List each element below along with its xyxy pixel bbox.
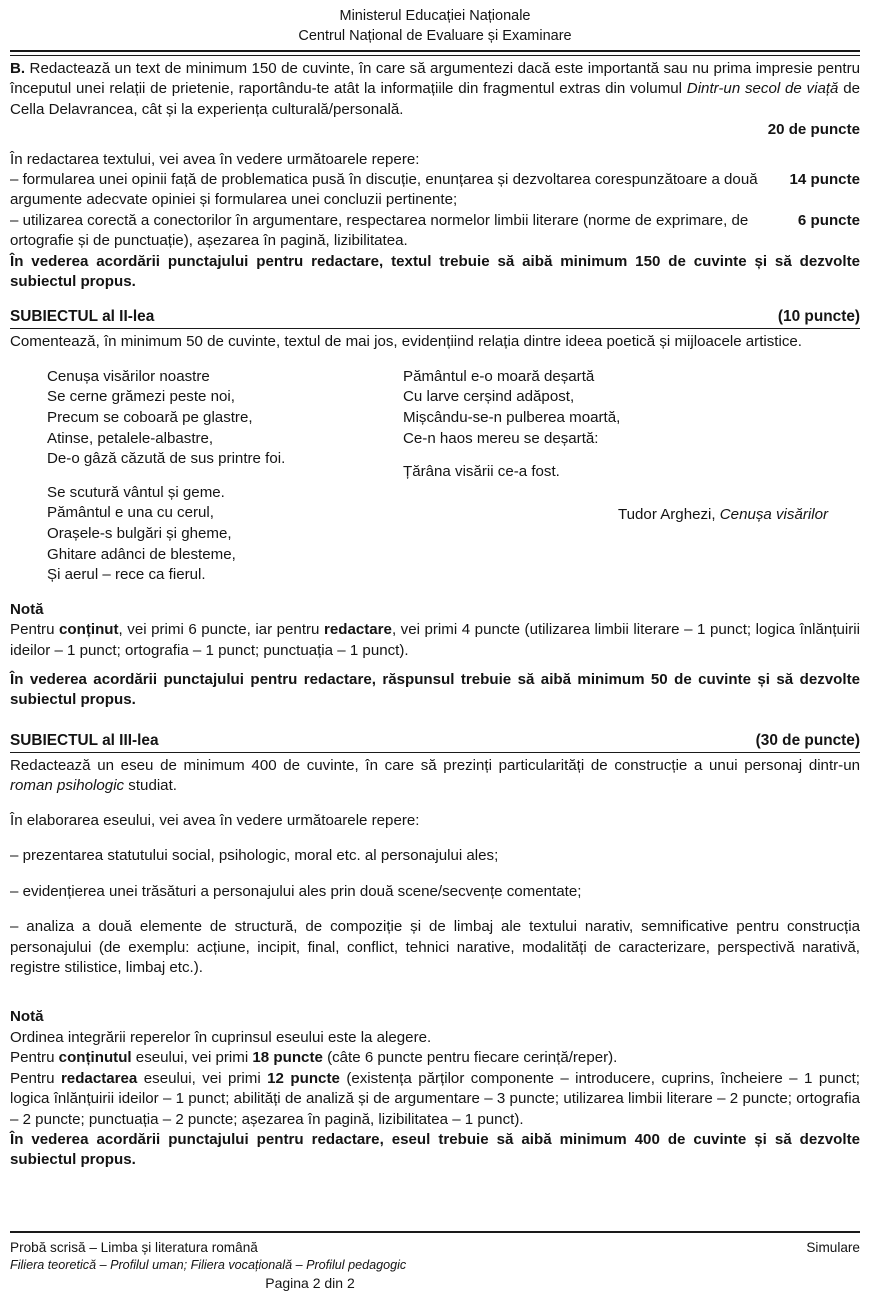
header-center-line: Centrul Național de Evaluare și Examinare — [298, 28, 572, 44]
subject-three-closing-note: În vederea acordării punctajului pentru redactare, eseul trebuie să aibă minimum 400 de cuvinte și să dezvolte subiectul propus. — [10, 1130, 860, 1169]
item-b-criteria-intro: În redactarea textului, vei avea în vedere următoarele repere: — [10, 150, 420, 168]
subject-two-note-label: Notă — [10, 600, 44, 618]
note3-text-3: (câte 6 puncte pentru fiecare cerință/reper). — [322, 1049, 618, 1067]
poem-line: Se scutură vântul și geme. — [47, 483, 225, 501]
criterion-1-text: – formularea unei opinii față de problematica pusă în discuție, enunțarea și dezvoltarea corespunzătoare a două argumente adecvate opiniei și formularea unei concluzii pertinente; — [10, 171, 758, 209]
footer-main-row — [10, 1239, 860, 1257]
note3-bold-12-puncte: 12 puncte — [267, 1069, 340, 1087]
poem-line: Cenușa visărilor noastre — [47, 367, 210, 385]
subject-three-criterion-1: – prezentarea statutului social, psihologic, moral etc. al personajului ales; — [10, 847, 499, 865]
subject-two-points: (10 puncte) — [777, 308, 860, 326]
subject-three-heading — [10, 730, 860, 751]
poem-line: Pământul e-o moară deșartă — [403, 367, 595, 385]
stanza-gap — [403, 449, 860, 462]
criterion-2-points: 6 puncte — [797, 211, 860, 229]
poem-line: Ce-n haos mereu se deșartă: — [403, 429, 599, 447]
footer-divider — [10, 1231, 860, 1233]
note-bold-continut: conținut — [59, 621, 119, 639]
document-header — [10, 0, 860, 46]
note-text-1: Pentru — [10, 621, 60, 639]
subject-three-divider — [10, 752, 860, 753]
subject-three-note-line-3 — [10, 1069, 860, 1130]
note-bold-redactare: redactare — [323, 621, 392, 639]
spacer — [10, 586, 860, 600]
subject-three-note-line-2 — [10, 1048, 860, 1068]
item-b-criterion-2 — [10, 211, 860, 252]
note3-bold-continutul: conținutul — [58, 1049, 132, 1067]
subject-one-b-paragraph — [10, 59, 860, 120]
poem-line: Pământul e una cu cerul, — [47, 504, 214, 522]
spacer — [10, 711, 860, 730]
requirement-genre-italic: roman psihologic — [10, 777, 125, 795]
criterion-1-points: 14 puncte — [789, 171, 860, 189]
subject-two-note-text — [10, 620, 860, 661]
poem-line: Țărâna visării ce-a fost. — [403, 463, 560, 481]
poem-line: Se cerne grămezi peste noi, — [47, 388, 235, 406]
subject-three-note-label: Notă — [10, 1008, 44, 1026]
note3-bold-18-puncte: 18 puncte — [252, 1049, 323, 1067]
spacer — [10, 993, 860, 1007]
poem-line: Precum se coboară pe glastre, — [47, 409, 253, 427]
header-ministry-line: Ministerul Educației Naționale — [339, 8, 531, 24]
spacer — [10, 353, 860, 367]
spacer — [10, 292, 860, 306]
subject-two-requirement: Comentează, în minimum 50 de cuvinte, textul de mai jos, evidențiind relația dintre ideea poetică și mijloacele artistice. — [10, 333, 802, 351]
page-footer — [10, 1231, 860, 1293]
poem-author: Tudor Arghezi, — [617, 505, 720, 523]
poem-line: Atinse, petalele-albastre, — [47, 429, 214, 447]
poem-right-column — [388, 367, 860, 526]
poem-line: De-o gâză căzută de sus printre foi. — [47, 450, 286, 468]
poem-title: Cenușa visărilor — [719, 505, 828, 523]
poem-line: Și aerul – rece ca fierul. — [47, 566, 206, 584]
spacer — [10, 797, 860, 811]
subject-two-divider — [10, 328, 860, 329]
footer-session: Simulare — [806, 1240, 860, 1255]
item-b-criterion-1 — [10, 170, 860, 211]
spacer — [10, 661, 860, 670]
criterion-2-text: – utilizarea corectă a conectorilor în argumentare, respectarea normelor limbii literare (norme de exprimare, de ortografie și de punctuație), așezarea în pagină, lizibilitatea. — [10, 211, 749, 250]
header-divider-thick — [10, 50, 860, 52]
subject-three-criteria-intro: În elaborarea eseului, vei avea în vedere următoarele repere: — [10, 811, 420, 829]
subject-two-heading — [10, 306, 860, 327]
note3-text-5: eseului, vei primi — [137, 1069, 268, 1087]
poem-line: Mișcându-se-n pulberea moartă, — [403, 409, 621, 427]
footer-exam-name: Probă scrisă – Limba și literatura română — [10, 1240, 258, 1255]
item-b-text-after: de Cella Delavrancea, cât și la experiența culturală/personală. — [10, 80, 860, 118]
footer-page-number: Pagina 2 din 2 — [265, 1275, 355, 1291]
subject-two-title: SUBIECTUL al II-lea — [10, 308, 155, 326]
poem-block — [10, 367, 860, 586]
footer-profile-line: Filiera teoretică – Profilul uman; Filiera vocațională – Profilul pedagogic — [10, 1258, 407, 1272]
item-b-label: B. — [10, 60, 26, 77]
header-divider-thin — [10, 55, 860, 56]
subject-two-closing-note: În vederea acordării punctajului pentru redactare, răspunsul trebuie să aibă minimum 50 de cuvinte și să dezvolte subiectul propus. — [10, 671, 860, 709]
poem-attribution — [403, 505, 860, 526]
poem-line: Ghitare adânci de blesteme, — [47, 545, 236, 563]
poem-line: Orașele-s bulgări și gheme, — [47, 525, 232, 543]
note-text-2: , vei primi 6 puncte, iar pentru — [118, 621, 324, 639]
requirement-text-1: Redactează un eseu de minimum 400 de cuvinte, în care să prezinți particularități de construcție a unui personaj dintr-un — [10, 756, 860, 774]
item-b-closing-note: În vederea acordării punctajului pentru redactare, textul trebuie să aibă minimum 150 de cuvinte și să dezvolte subiectul propus. — [10, 252, 860, 291]
note3-bold-redactarea: redactarea — [60, 1069, 138, 1087]
subject-three-note-line-1: Ordinea integrării reperelor în cuprinsul eseului este la alegere. — [10, 1028, 432, 1046]
requirement-text-2: studiat. — [124, 777, 177, 795]
subject-three-title: SUBIECTUL al III-lea — [10, 731, 159, 749]
item-b-text-before: Redactează un text de minimum 150 de cuvinte, în care să argumentezi dacă este importantă sau nu prima impresie pentru începutul unei relații de prietenie, raportându-te atât la informațiile din fragmentul extras din volumul — [10, 60, 860, 98]
note3-text-1: Pentru — [10, 1049, 59, 1067]
poem-line: Cu larve cerșind adăpost, — [403, 388, 575, 406]
spacer — [10, 141, 860, 150]
note3-text-4: Pentru — [10, 1069, 61, 1087]
subject-three-requirement — [10, 756, 860, 797]
subject-three-points: (30 de puncte) — [755, 731, 860, 749]
note3-text-6: (existența părților componente – introducere, cuprins, încheiere – 1 punct; logica înlănțuirii ideilor – 1 punct; abilități de analiză și de argumentare – 3 puncte; utilizarea limbii literare – 2 puncte; ortografia – 2 puncte; punctuația – 2 puncte; așezarea în pagină, lizibilitatea – 1 punct). — [10, 1069, 860, 1128]
note-text-3: , vei primi 4 puncte (utilizarea limbii literare – 1 punct; logica înlănțuirii ideilor – 1 punct; ortografia – 1 punct; punctuația – 1 punct). — [10, 621, 860, 659]
subject-three-criterion-2: – evidențierea unei trăsături a personajului ales prin două scene/secvențe comentate; — [10, 882, 582, 900]
stanza-gap — [47, 470, 388, 483]
subject-three-criterion-3: – analiza a două elemente de structură, de compoziție și de limbaj ale textului narativ, semnificative pentru construcția personajului (de exemplu: acțiune, incipit, final, conflict, tehnici narative, modalități de caracterizare, perspectivă narativă, registre stilistice, limbaj etc.). — [10, 918, 860, 976]
item-b-volume-title: Dintr-un secol de viață — [686, 80, 839, 98]
poem-left-column — [10, 367, 388, 586]
note3-text-2: eseului, vei primi — [131, 1049, 253, 1067]
item-b-points: 20 de puncte — [767, 121, 860, 139]
